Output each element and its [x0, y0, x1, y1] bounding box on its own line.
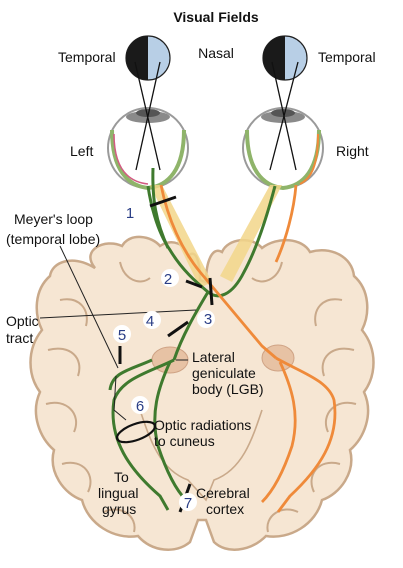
label-optic-tract: Optic	[6, 313, 39, 329]
label-optic-tract-sub: tract	[6, 330, 34, 346]
lesion-number-7: 7	[183, 495, 193, 512]
label-optic-radiations: Optic radiations	[154, 417, 252, 433]
label-optic-radiations-sub: to cuneus	[154, 433, 215, 449]
label-right-eye: Right	[336, 143, 369, 159]
label-lingual-gyrus: To	[114, 469, 129, 485]
lesion-number-5: 5	[117, 327, 127, 344]
diagram-title: Visual Fields	[173, 9, 259, 25]
label-lgb-3: body (LGB)	[192, 381, 264, 397]
lesion-number-1: 1	[125, 205, 135, 222]
visual-field-right	[263, 36, 307, 80]
lesion-number-2: 2	[163, 271, 173, 288]
lesion-3-bar	[210, 278, 212, 305]
label-temporal-left: Temporal	[58, 49, 116, 65]
label-temporal-right: Temporal	[318, 49, 376, 65]
label-lgb-2: geniculate	[192, 365, 256, 381]
label-lingual-gyrus-3: gyrus	[102, 501, 137, 517]
label-nasal: Nasal	[198, 45, 234, 61]
label-cerebral-cortex: Cerebral	[196, 485, 250, 501]
lesion-number-6: 6	[135, 398, 145, 415]
lesion-number-4: 4	[145, 313, 155, 330]
label-lgb: Lateral	[192, 349, 235, 365]
label-meyers-loop: Meyer's loop	[14, 211, 93, 227]
label-meyers-loop-sub: (temporal lobe)	[6, 231, 101, 247]
label-lingual-gyrus-2: lingual	[98, 485, 139, 501]
lesion-number-3: 3	[203, 311, 213, 328]
label-cerebral-cortex-2: cortex	[206, 501, 245, 517]
visual-field-left	[126, 36, 170, 80]
label-left-eye: Left	[70, 143, 94, 159]
